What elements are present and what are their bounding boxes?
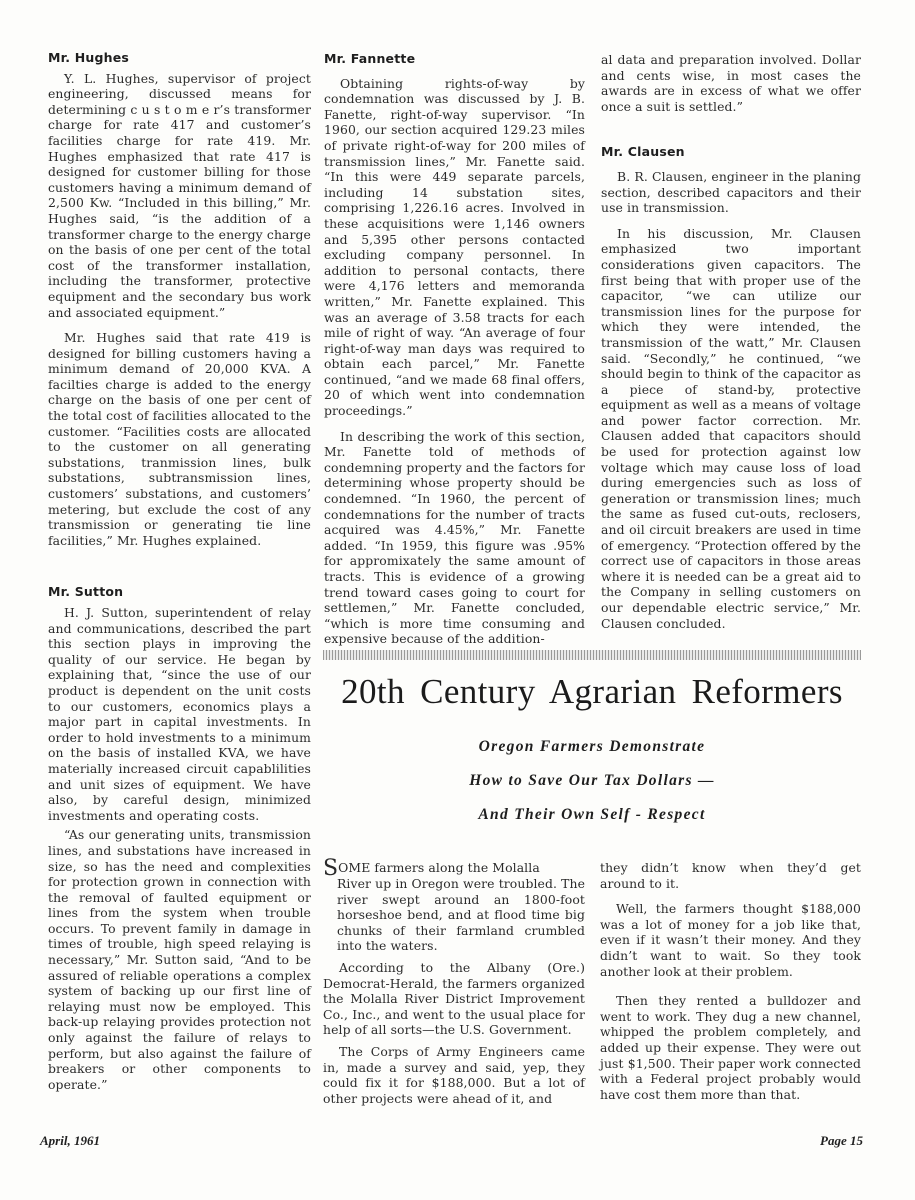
article-column-right	[600, 860, 861, 1102]
article-subtitle-1: Oregon Farmers Demonstrate	[478, 738, 706, 755]
footer-date: April, 1961	[40, 1133, 100, 1148]
hughes-paragraph-2: Mr. Hughes said that rate 419 is designed for billing customers having a minimum demand of 20,000 KVA. A facilties charge is added to the energy charge on the basis of one per cent of the total cost of facilities allocated to the customer. “Facilities costs are allocated to the customer on all generating substations, tranmission lines, bulk substations, subtransmission lines, customers’ substations, and customers’ metering, but exclude the cost of any transmission or generating tie line facilities,” Mr. Hughes explained.	[48, 330, 311, 548]
column-left	[48, 50, 311, 1092]
article-subtitle-2: How to Save Our Tax Dollars —	[469, 772, 715, 789]
article-paragraph-3-cont: they didn’t know when they’d get around to it.	[600, 860, 861, 891]
article-paragraph-2: According to the Albany (Ore.) Democrat-Herald, the farmers organized the Molalla River District Improvement Co., Inc., and went to the usual place for help of all sorts—the U.S. Government.	[323, 959, 585, 1038]
section-heading-fannette: Mr. Fannette	[324, 51, 416, 66]
column-middle	[324, 51, 585, 647]
sutton-paragraph-1: H. J. Sutton, superintendent of relay and communications, described the part this section plays in improving the quality of our service. He began by explaining that, “since the use of our product is dependent on the unit costs to our customers, economics plays a major part in capital investments. In order to hold investments to a minimum on the basis of installed KVA, we have materially increased circuit capablilities and unit sizes of equipment. We have also, by careful design, minimized investments and operating costs.	[48, 605, 311, 823]
section-heading-sutton: Mr. Sutton	[48, 584, 124, 600]
section-heading-hughes: Mr. Hughes	[48, 50, 130, 65]
lead-rest: River up in Oregon were troubled. The river swept around an 1800-foot horseshoe bend, and at flood time big chunks of their farmland crumbled into the waters.	[337, 876, 585, 954]
article-title: 20th Century Agrarian Reformers	[341, 672, 843, 711]
decorative-rule	[323, 650, 861, 660]
lead-first-line: OME farmers along the Molalla	[338, 860, 540, 875]
drop-cap: S	[323, 856, 339, 881]
section-heading-clausen: Mr. Clausen	[601, 144, 685, 160]
fannette-paragraph-2: In describing the work of this section, Mr. Fanette told of methods of condemning property and the factors for determining whose property should be condemned. “In 1960, the percent of condemnations for the number of tracts acquired was 4.45%,” Mr. Fanette added. “In 1959, this figure was .95% for appromixately the same amount of tracts. This is evidence of a growing trend toward cases going to court for settlemen,” Mr. Fanette concluded, “which is more time consuming and expensive because of the addition-	[324, 428, 585, 647]
footer-page-number: Page 15	[820, 1133, 863, 1148]
column-right	[601, 52, 861, 631]
article-paragraph-3: The Corps of Army Engineers came in, made a survey and said, yep, they could fix it for $188,000. But a lot of other projects were ahead of it, and	[323, 1043, 585, 1106]
article-lead-paragraph	[323, 856, 585, 954]
fannette-paragraph-1: Obtaining rights-of-way by condemnation was discussed by J. B. Fanette, right-of-way supervisor. “In 1960, our section acquired 129.23 miles of private right-of-way for 200 miles of transmission lines,” Mr. Fanette said. “In this were 449 separate parcels, including 14 substation sites, comprising 1,226.16 acres. Involved in these acquisitions were 1,146 owners and 5,395 other persons contacted excluding company personnel. In addition to personal contacts, there were 4,176 letters and memoranda written,” Mr. Fanette explained. This was an average of 3.58 tracts for each mile of right of way. “An average of four right-of-way man days was required to obtain each parcel,” Mr. Fanette continued, “and we made 68 final offers, 20 of which went into condemnation proceedings.”	[324, 75, 585, 419]
article-subtitle-3: And Their Own Self - Respect	[478, 806, 706, 823]
clausen-paragraph-2: In his discussion, Mr. Clausen emphasized two important considerations given capacitors. The first being that with proper use of the capacitor, “we can utilize our transmission lines for the purpose for which they were intended, the transmission of the watt,” Mr. Clausen said. “Secondly,” he continued, “we should begin to think of the capacitor as a piece of stand-by, protective equipment as well as a means of voltage and power factor correction. Mr. Clausen added that capacitors should be used for protection against low voltage which may cause loss of load during emergencies such as loss of generation or transmission lines; much the same as fused cut-outs, reclosers, and oil circuit breakers are used in time of emergency. “Protection offered by the correct use of capacitors in those areas where it is needed can be a great aid to the Company in selling customers on our dependable electric service,” Mr. Clausen concluded.	[601, 225, 861, 631]
clausen-paragraph-1: B. R. Clausen, engineer in the planing section, described capacitors and their use in transmission.	[601, 168, 861, 216]
sutton-paragraph-2: “As our generating units, transmission lines, and substations have increased in size, so has the need and complexities for protection grown in connection with the removal of faulted equipment or lines from the system when trouble occurs. To prevent family in damage in times of trouble, high speed relaying is necessary,” Mr. Sutton said, “And to be assured of reliable operations a complex system of backing up our first line of relaying must now be employed. This back-up relaying provides protection not only against the failure of relays to perform, but also against the failure of breakers or other components to operate.”	[48, 827, 311, 1092]
article-paragraph-5: Then they rented a bulldozer and went to work. They dug a new channel, whipped the problem completely, and added up their expense. They were out just $1,500. Their paper work connected with a Federal project probably would have cost them more than that.	[600, 993, 861, 1102]
article-column-left	[323, 856, 585, 1106]
article-paragraph-4: Well, the farmers thought $188,000 was a lot of money for a job like that, even if it wasn’t their money. And they didn’t want to wait. So they took another look at their problem.	[600, 901, 861, 979]
hughes-paragraph-1: Y. L. Hughes, supervisor of project engineering, discussed means for determining c u s t o m e r’s transformer charge for rate 417 and customer’s facilities charge for rate 419. Mr. Hughes emphasized that rate 417 is designed for customer billing for those customers having a minimum demand of 2,500 Kw. “Included in this billing,” Mr. Hughes said, “is the addition of a transformer charge to the energy charge on the basis of one per cent of the total cost of the transformer installation, including the transformer, protective equipment and the secondary bus work and associated equipment.”	[48, 70, 311, 320]
fannette-paragraph-3: al data and preparation involved. Dollar and cents wise, in most cases the awards are in excess of what we offer once a suit is settled.”	[601, 52, 861, 114]
